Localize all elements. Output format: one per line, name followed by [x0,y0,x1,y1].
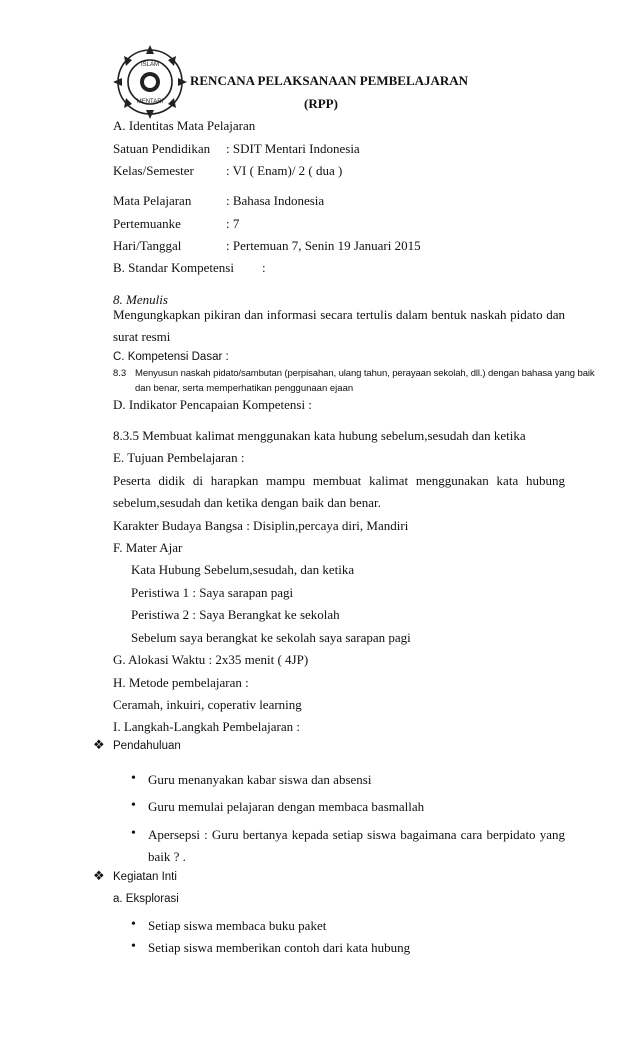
section-g-heading: G. Alokasi Waktu : 2x35 menit ( 4JP) [113,652,309,667]
bullet-icon: • [131,826,136,841]
bullet-icon: • [131,798,136,813]
document-title: RENCANA PELAKSANAAN PEMBELAJARAN [190,73,469,88]
section-e-line-2: sebelum,sesudah dan ketika dengan baik dan benar. [113,495,381,510]
section-e-line-1: Peserta didik di harapkan mampu membuat kalimat menggunakan kata hubung [113,473,565,488]
row-label: Pertemuanke [113,216,181,231]
section-b-subheading: 8. Menulis [113,292,168,307]
section-c-line-1: Menyusun naskah pidato/sambutan (perpisahan, ulang tahun, perayaan sekolah, dll.) dengan bahasa yang baik [135,368,595,379]
logo-ring-text-top: ISLAM [140,62,160,68]
section-d-heading: D. Indikator Pencapaian Kompetensi : [113,397,312,412]
section-f-heading: F. Mater Ajar [113,540,183,555]
bullet-icon: • [131,771,136,786]
row-value: : SDIT Mentari Indonesia [226,141,360,156]
list-item: Guru memulai pelajaran dengan membaca basmallah [148,799,425,814]
eksplorasi-subheading: a. Eksplorasi [113,893,179,905]
section-b-line-1: Mengungkapkan pikiran dan informasi secara tertulis dalam bentuk naskah pidato dan [113,307,565,322]
row-value: : Bahasa Indonesia [226,193,325,208]
section-i-heading: I. Langkah-Langkah Pembelajaran : [113,719,300,734]
row-value: : VI ( Enam)/ 2 ( dua ) [226,163,343,178]
section-b-heading: B. Standar Kompetensi [113,260,234,275]
list-item: Kata Hubung Sebelum,sesudah, dan ketika [131,562,355,577]
list-item: Sebelum saya berangkat ke sekolah saya sarapan pagi [131,630,411,645]
list-item: Guru menanyakan kabar siswa dan absensi [148,772,372,787]
section-c-heading: C. Kompetensi Dasar : [113,351,229,363]
section-c-line-2: dan benar, serta memperhatikan penggunaan ejaan [135,383,354,394]
list-item: Setiap siswa memberikan contoh dari kata hubung [148,940,411,955]
list-item: Peristiwa 2 : Saya Berangkat ke sekolah [131,607,340,622]
section-e-karakter: Karakter Budaya Bangsa : Disiplin,percaya diri, Mandiri [113,518,409,533]
pendahuluan-title: Pendahuluan [113,740,181,752]
section-a-heading: A. Identitas Mata Pelajaran [113,118,256,133]
section-h-content: Ceramah, inkuiri, coperativ learning [113,697,302,712]
school-logo [108,42,192,122]
list-item: Setiap siswa membaca buku paket [148,918,327,933]
list-item-continuation: baik ? . [148,849,186,864]
row-value: : 7 [226,216,240,231]
row-value: : Pertemuan 7, Senin 19 Januari 2015 [226,238,421,253]
list-item: Peristiwa 1 : Saya sarapan pagi [131,585,294,600]
row-label: Mata Pelajaran [113,193,192,208]
kegiatan-inti-title: Kegiatan Inti [113,871,177,883]
list-item: Apersepsi : Guru bertanya kepada setiap siswa bagaimana cara berpidato yang [148,827,565,842]
section-b-line-2: surat resmi [113,329,171,344]
section-d-item: 8.3.5 Membuat kalimat menggunakan kata hubung sebelum,sesudah dan ketika [113,428,526,443]
row-label: Kelas/Semester [113,163,194,178]
row-label: Hari/Tanggal [113,238,182,253]
document-subtitle: (RPP) [304,96,338,111]
section-e-heading: E. Tujuan Pembelajaran : [113,450,245,465]
row-label: Satuan Pendidikan [113,141,211,156]
section-h-heading: H. Metode pembelajaran : [113,675,249,690]
diamond-bullet-icon: ❖ [93,869,105,884]
bullet-icon: • [131,939,136,954]
section-b-colon: : [262,260,266,275]
logo-ring-text-bottom: MENTARI [136,99,164,105]
bullet-icon: • [131,917,136,932]
diamond-bullet-icon: ❖ [93,738,105,753]
section-c-number: 8.3 [113,368,127,379]
